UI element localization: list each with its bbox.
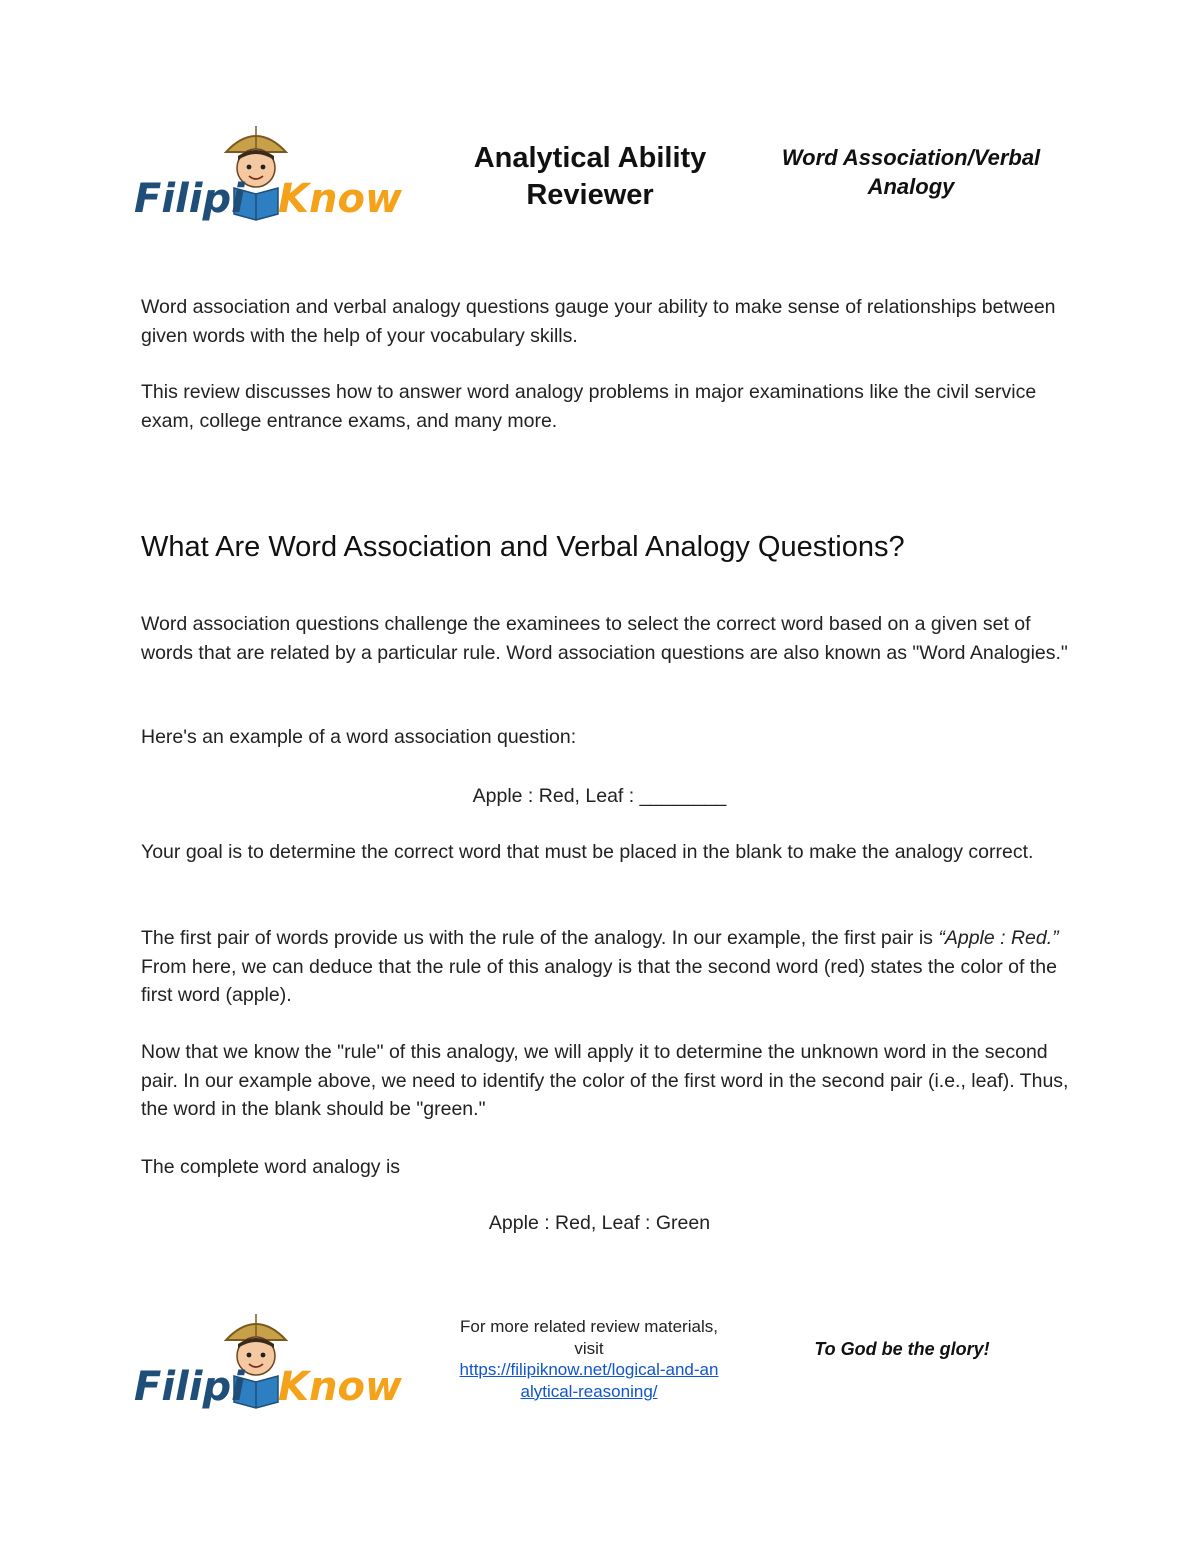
example-analogy-blank: Apple : Red, Leaf : ________ [472,785,727,807]
footer-link[interactable]: https://filipiknow.net/logical-and-analytical-reasoning/ [459,1360,719,1401]
p4-end: From here, we can deduce that the rule of this analogy is that the second word (red) states the color of the first word (apple). [141,955,1057,1006]
footer-more-materials [455,1316,723,1402]
p4-start: The first pair of words provide us with the rule of the analogy. In our example, the first pair is [141,927,933,949]
title-line-1: Analytical Ability [473,142,707,174]
section-heading: What Are Word Association and Verbal Analogy Questions? [141,531,905,563]
example-analogy-complete: Apple : Red, Leaf : Green [488,1212,711,1234]
filipiknow-logo [134,122,402,222]
logo-text-know: Know [278,176,402,222]
svg-text:Filipi: Filipi [134,1364,245,1410]
p4-italic-example: “Apple : Red.” [938,927,1059,949]
body-paragraph-4 [141,924,1071,1010]
body-paragraph-6: The complete word analogy is [141,1156,401,1178]
body-paragraph-2: Here's an example of a word association question: [141,726,577,748]
title-line-2: Reviewer [526,179,654,211]
body-paragraph-5: Now that we know the "rule" of this analogy, we will apply it to determine the unknown word in the second pair. In our example above, we need to identify the color of the first word in the second pair (i.e., leaf). Thus, the word in the blank should be "green." [141,1041,1069,1120]
intro-paragraph-2: This review discusses how to answer word analogy problems in major examinations like the civil service exam, college entrance exams, and many more. [141,381,1037,432]
footer-glory: To God be the glory! [814,1339,990,1359]
body-paragraph-1: Word association questions challenge the examinees to select the correct word based on a given set of words that are related by a particular rule. Word association questions are also known as "Word Analogies." [141,613,1068,664]
document-subtitle: Word Association/Verbal Analogy [781,145,1041,199]
svg-text:Know: Know [278,1364,402,1410]
body-paragraph-3: Your goal is to determine the correct word that must be placed in the blank to make the analogy correct. [141,841,1034,863]
filipiknow-footer-logo [134,1310,402,1410]
logo-text-filipi: Filipi [134,176,245,222]
footer-line-1: For more related review materials, visit [460,1317,718,1358]
intro-paragraph-1: Word association and verbal analogy questions gauge your ability to make sense of relationships between given words with the help of your vocabulary skills. [141,296,1056,347]
document-title [440,140,740,214]
